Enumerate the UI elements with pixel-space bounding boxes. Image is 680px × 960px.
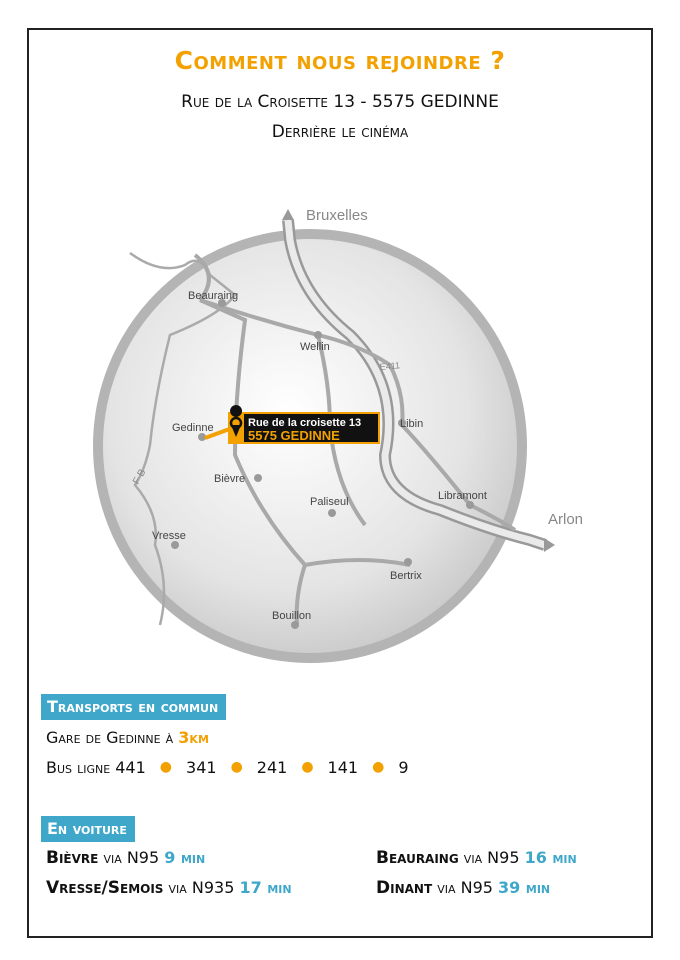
bus-line-341: 341 <box>186 758 217 777</box>
route-via: via N95 <box>463 848 520 867</box>
route-dinant <box>376 878 550 898</box>
route-beauraing <box>376 848 577 868</box>
route-time: 39 min <box>498 878 551 897</box>
route-via: via N95 <box>437 878 493 897</box>
bullet-icon: ● <box>372 759 385 775</box>
direction-arlon: Arlon <box>548 511 584 528</box>
route-time: 16 min <box>524 848 577 867</box>
town-libramont: Libramont <box>438 490 487 502</box>
bus-line-241: 241 <box>256 758 288 777</box>
town-gedinne: Gedinne <box>172 422 214 434</box>
arrow-arlon <box>544 538 555 552</box>
route-place: Beauraing <box>376 848 459 868</box>
bus-line-141: 141 <box>327 758 359 777</box>
gare-distance: 3km <box>178 728 209 747</box>
route-via: via N95 <box>103 848 160 867</box>
town-beauraing: Beauraing <box>188 290 239 302</box>
town-bievre: Bièvre <box>214 473 246 485</box>
town-paliseul: Paliseul <box>310 496 349 508</box>
bullet-icon: ● <box>230 759 243 775</box>
direction-bruxelles: Bruxelles <box>306 207 368 224</box>
route-place: Bièvre <box>46 848 99 868</box>
gare-line <box>46 728 209 747</box>
marker-line2: 5575 GEDINNE <box>248 428 340 443</box>
town-wellin: Wellin <box>300 341 330 353</box>
bus-line-9: 9 <box>398 758 409 777</box>
route-place: Vresse/Semois <box>46 878 164 898</box>
route-time: 9 min <box>164 848 206 867</box>
address-line: Rue de la Croisette 13 - 5575 GEDINNE <box>181 92 499 112</box>
bullet-icon: ● <box>301 759 314 775</box>
route-time: 17 min <box>239 878 292 897</box>
town-bertrix: Bertrix <box>390 570 422 582</box>
page-title: Comment nous rejoindre ? <box>174 46 506 75</box>
gare-prefix: Gare de Gedinne à <box>46 728 179 747</box>
voiture-label: En voiture <box>41 816 135 842</box>
transports-label: Transports en commun <box>41 694 226 720</box>
road-label: E411 <box>379 360 401 372</box>
town-vresse: Vresse <box>152 530 186 542</box>
bullet-icon: ● <box>159 759 173 775</box>
town-libin: Libin <box>400 418 424 430</box>
route-via: via N935 <box>168 878 235 897</box>
marker-line1: Rue de la croisette 13 <box>248 417 362 429</box>
bus-prefix: Bus ligne 441 <box>46 758 146 777</box>
route-vresse <box>46 878 292 898</box>
location-map <box>60 195 620 675</box>
arrow-bruxelles <box>282 209 294 220</box>
town-bouillon: Bouillon <box>272 610 312 622</box>
route-place: Dinant <box>376 878 433 898</box>
bus-line <box>46 758 409 777</box>
border-label: F B <box>131 467 149 487</box>
address-subtitle: Derrière le cinéma <box>271 122 409 142</box>
route-bievre <box>46 848 205 868</box>
